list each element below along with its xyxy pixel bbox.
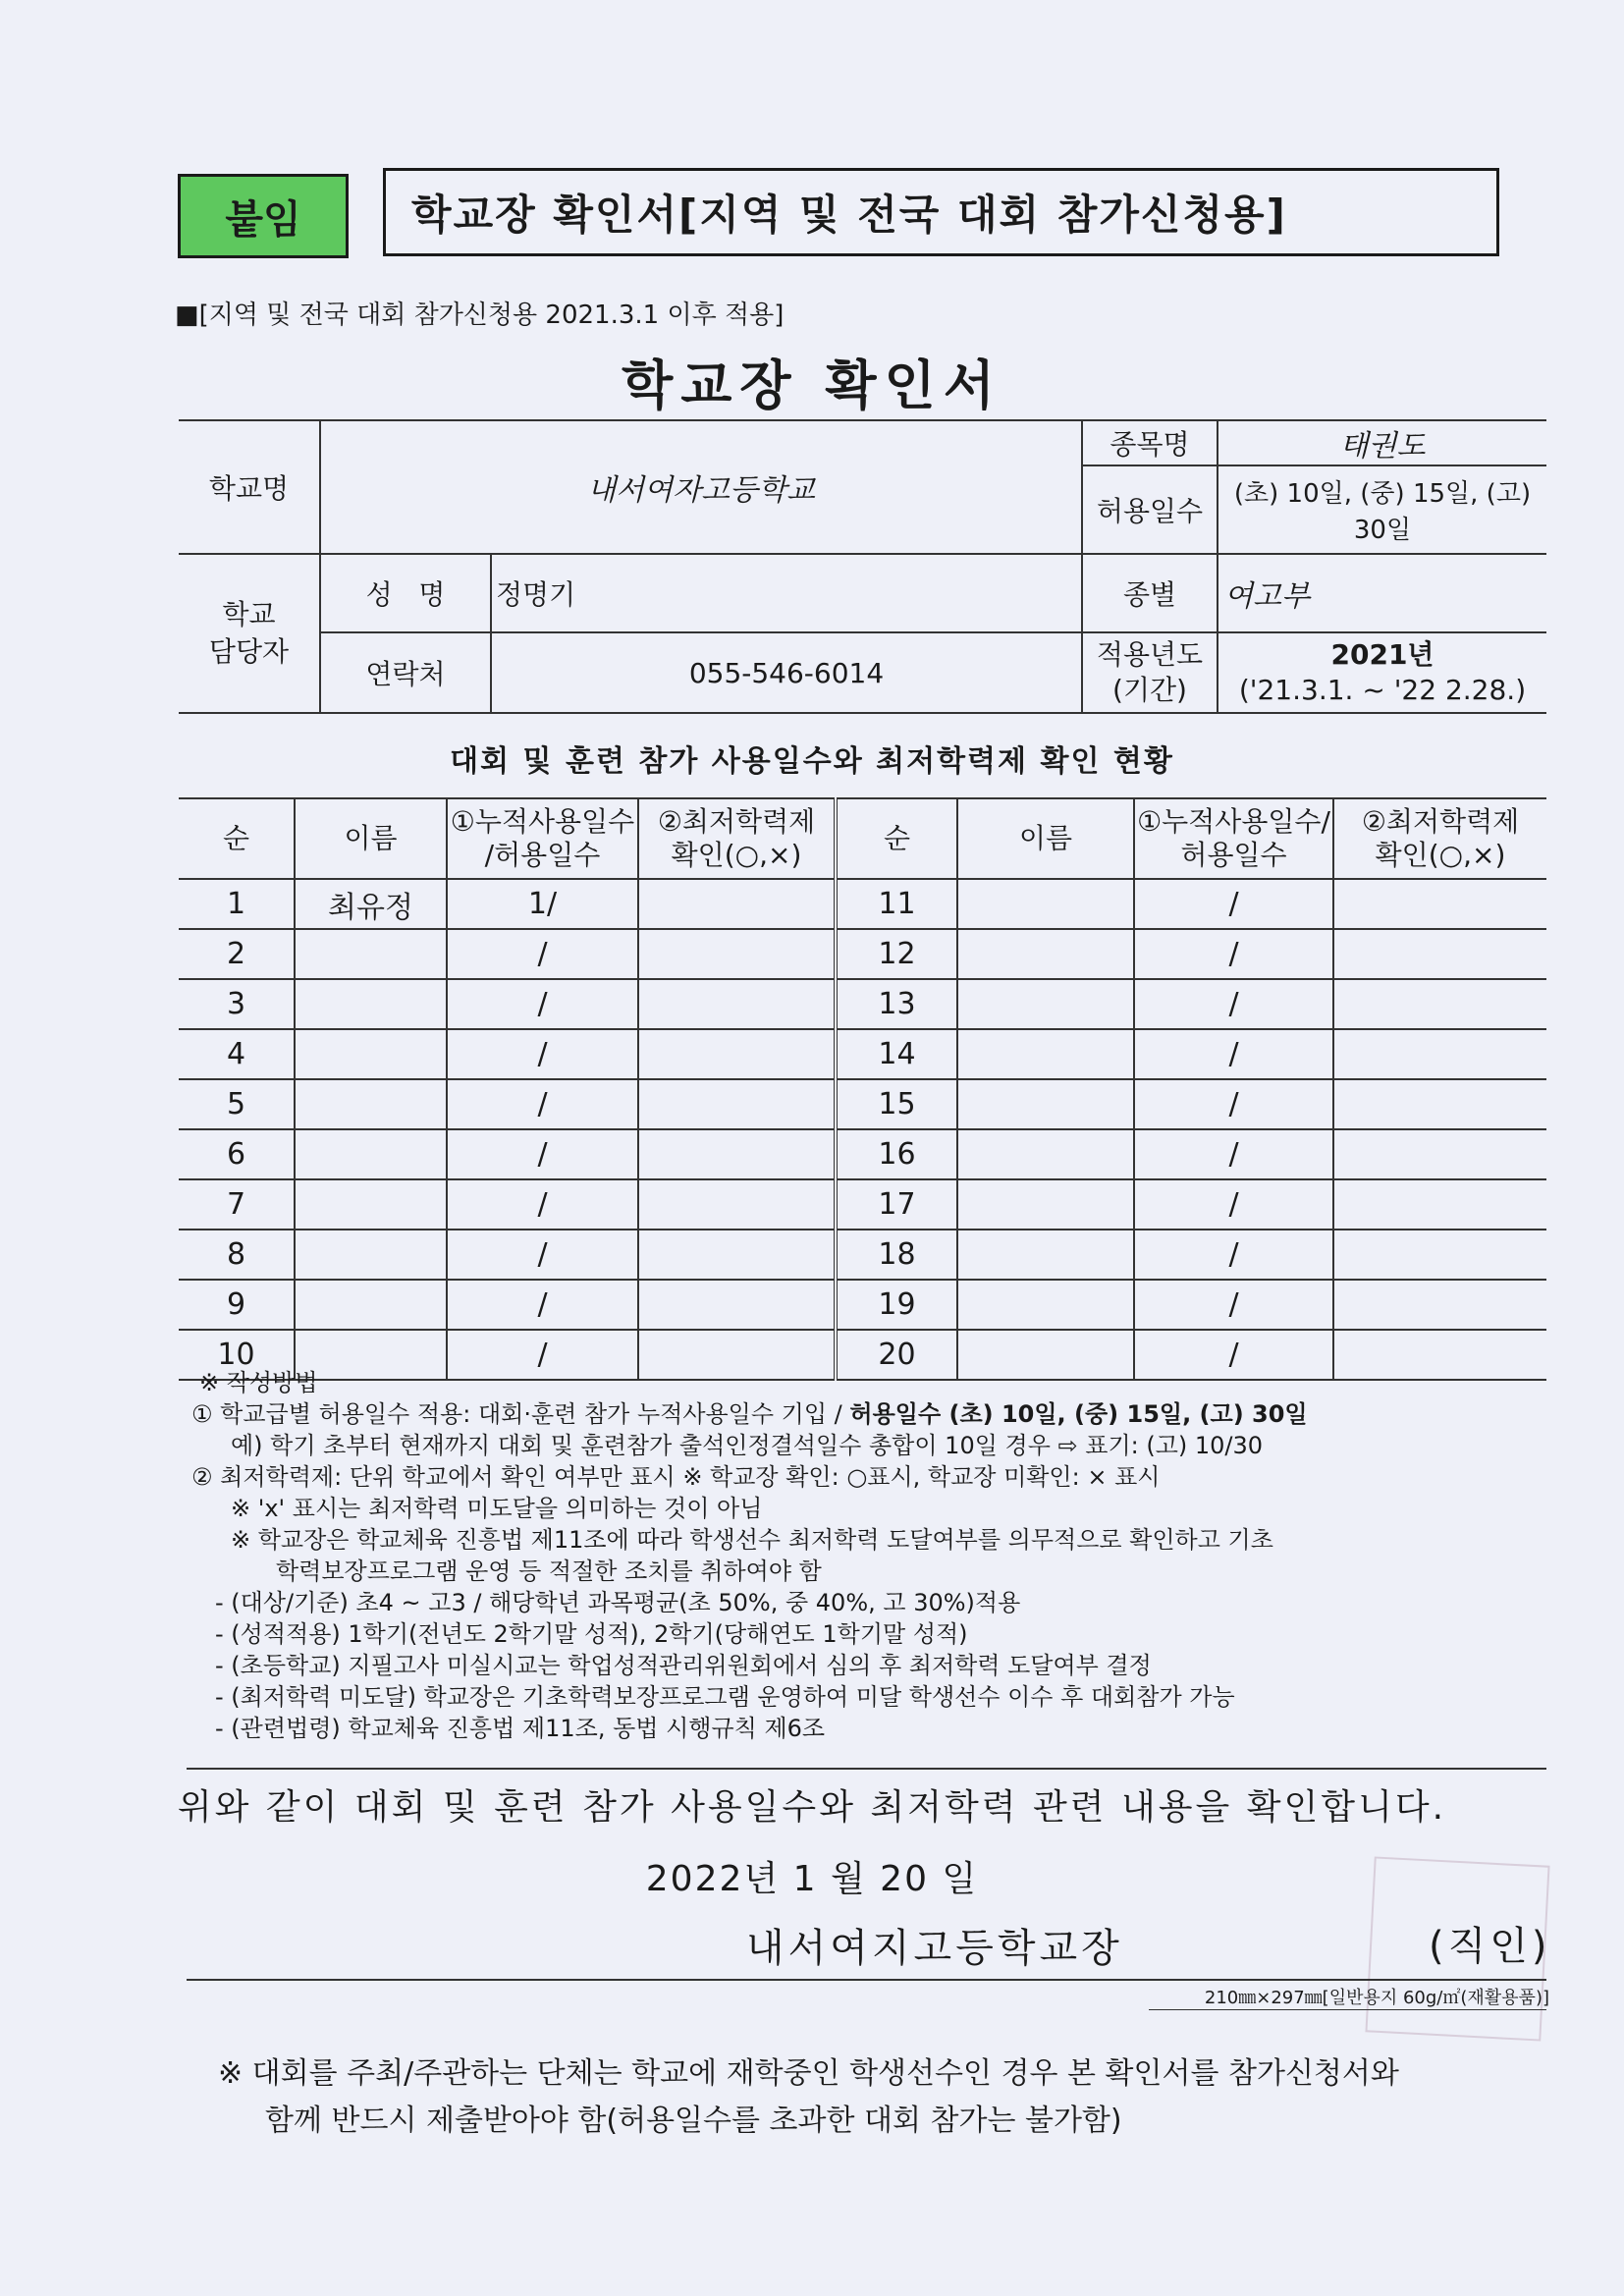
info-table — [179, 419, 1546, 714]
row-no-right: 17 — [836, 1179, 957, 1230]
footnote — [218, 2050, 1553, 2145]
row-no-right: 13 — [836, 979, 957, 1029]
row-check — [638, 979, 836, 1029]
row-no: 4 — [179, 1029, 295, 1079]
row-no: 7 — [179, 1179, 295, 1230]
row-check-right — [1333, 1179, 1546, 1230]
detail-2: - (성적적용) 1학기(전년도 2학기말 성적), 2학기(당해연도 1학기말 성적) — [215, 1620, 968, 1648]
category-value: 여고부 — [1218, 554, 1546, 632]
row-name-right — [957, 979, 1134, 1029]
row-check-right — [1333, 979, 1546, 1029]
row-no-right: 15 — [836, 1079, 957, 1129]
footnote-line-1: ※ 대회를 주최/주관하는 단체는 학교에 재학중인 학생선수인 경우 본 확인서를 참가신청서와 — [218, 2056, 1399, 2091]
category-label: 종별 — [1082, 554, 1218, 632]
row-no-right: 14 — [836, 1029, 957, 1079]
header-check-right: ②최저학력제 확인(○,×) — [1333, 798, 1546, 879]
table-row — [179, 1179, 1546, 1230]
row-days: / — [447, 1330, 638, 1380]
row-days: 1/ — [447, 879, 638, 929]
row-no: 3 — [179, 979, 295, 1029]
row-name-right — [957, 929, 1134, 979]
row-no-right: 11 — [836, 879, 957, 929]
row-check — [638, 1280, 836, 1330]
divider-top — [187, 1768, 1546, 1770]
allowed-days-value: (초) 10일, (중) 15일, (고) 30일 — [1218, 465, 1546, 554]
notes-heading: ※ 작성방법 — [199, 1369, 318, 1396]
row-days-right: / — [1134, 1079, 1333, 1129]
table-row — [179, 1029, 1546, 1079]
row-name — [295, 1280, 447, 1330]
row-name — [295, 929, 447, 979]
row-no-right: 20 — [836, 1330, 957, 1380]
row-check-right — [1333, 1079, 1546, 1129]
table-row — [179, 929, 1546, 979]
row-name: 최유정 — [295, 879, 447, 929]
divider-bottom — [187, 1979, 1546, 1981]
row-days: / — [447, 1230, 638, 1280]
note-1 — [191, 1398, 1556, 1430]
note-1-allowed-days: 허용일수 (초) 10일, (중) 15일, (고) 30일 — [849, 1400, 1308, 1428]
row-no: 5 — [179, 1079, 295, 1129]
row-no-right: 12 — [836, 929, 957, 979]
note-2: ② 최저학력제: 단위 학교에서 확인 여부만 표시 ※ 학교장 확인: ○표시, 학교장 미확인: × 표시 — [191, 1463, 1161, 1491]
note-2-sub-1: ※ 'x' 표시는 최저학력 미도달을 의미하는 것이 아님 — [231, 1495, 763, 1522]
table-row — [179, 979, 1546, 1029]
row-check — [638, 879, 836, 929]
row-check — [638, 1230, 836, 1280]
row-name — [295, 1029, 447, 1079]
sport-value: 태권도 — [1218, 420, 1546, 465]
row-check-right — [1333, 1129, 1546, 1179]
row-name — [295, 1079, 447, 1129]
contact-label: 연락처 — [320, 632, 491, 713]
row-no: 1 — [179, 879, 295, 929]
period-label: 적용년도 (기간) — [1082, 632, 1218, 713]
form-subtitle: ■[지역 및 전국 대회 참가신청용 2021.3.1 이후 적용] — [175, 301, 785, 330]
detail-4: - (최저학력 미도달) 학교장은 기초학력보장프로그램 운영하여 미달 학생선수 이수 후 대회참가 가능 — [215, 1683, 1235, 1711]
row-name — [295, 979, 447, 1029]
row-days-right: / — [1134, 1129, 1333, 1179]
header-days: ①누적사용일수 /허용일수 — [447, 798, 638, 879]
principal-name: 내서여지고등학교장 — [746, 1926, 1123, 1971]
row-no: 6 — [179, 1129, 295, 1179]
detail-5: - (관련법령) 학교체육 진흥법 제11조, 동법 시행규칙 제6조 — [215, 1715, 826, 1742]
period-range: ('21.3.1. ~ '22 2.28.) — [1238, 674, 1527, 706]
row-no-right: 18 — [836, 1230, 957, 1280]
row-no: 2 — [179, 929, 295, 979]
row-name — [295, 1179, 447, 1230]
school-label: 학교명 — [179, 420, 320, 554]
record-table — [179, 797, 1546, 1381]
row-days: / — [447, 1029, 638, 1079]
row-days-right: / — [1134, 1330, 1333, 1380]
record-rows — [179, 879, 1546, 1380]
row-days: / — [447, 1280, 638, 1330]
row-days-right: / — [1134, 1029, 1333, 1079]
note-2-sub-2b: 학력보장프로그램 운영 등 적절한 조치를 취하여야 함 — [276, 1558, 822, 1585]
table-row — [179, 879, 1546, 929]
confirmation-statement: 위와 같이 대회 및 훈련 참가 사용일수와 최저학력 관련 내용을 확인합니다. — [177, 1787, 1447, 1828]
detail-1: - (대상/기준) 초4 ~ 고3 / 해당학년 과목평균(초 50%, 중 40%, 고 30%)적용 — [215, 1589, 1021, 1616]
row-check-right — [1333, 929, 1546, 979]
form-header-title: 학교장 확인서[지역 및 전국 대회 참가신청용] — [383, 168, 1499, 256]
sport-label: 종목명 — [1082, 420, 1218, 465]
row-name-right — [957, 1230, 1134, 1280]
row-days-right: / — [1134, 1230, 1333, 1280]
row-no: 10 — [179, 1330, 295, 1380]
row-name — [295, 1230, 447, 1280]
document-title: 학교장 확인서 — [622, 355, 1002, 416]
row-no: 8 — [179, 1230, 295, 1280]
header-no: 순 — [179, 798, 295, 879]
row-name-right — [957, 1179, 1134, 1230]
note-1-text: ① 학교급별 허용일수 적용: 대회·훈련 참가 누적사용일수 기입 / — [191, 1400, 850, 1428]
row-name-right — [957, 1129, 1134, 1179]
row-days-right: / — [1134, 1280, 1333, 1330]
record-section-title: 대회 및 훈련 참가 사용일수와 최저학력제 확인 현황 — [450, 744, 1174, 779]
row-days: / — [447, 1179, 638, 1230]
footnote-line-2: 함께 반드시 제출받아야 함(허용일수를 초과한 대회 참가는 불가함) — [265, 2104, 1122, 2138]
header-check: ②최저학력제 확인(○,×) — [638, 798, 836, 879]
row-check — [638, 1129, 836, 1179]
row-name-right — [957, 879, 1134, 929]
manager-label: 학교 담당자 — [179, 554, 320, 713]
row-days: / — [447, 979, 638, 1029]
row-check-right — [1333, 1230, 1546, 1280]
row-name-right — [957, 1029, 1134, 1079]
row-no-right: 16 — [836, 1129, 957, 1179]
table-row — [179, 1280, 1546, 1330]
divider-spec — [1149, 2009, 1546, 2010]
row-check-right — [1333, 1280, 1546, 1330]
row-check — [638, 929, 836, 979]
header-days-right: ①누적사용일수/ 허용일수 — [1134, 798, 1333, 879]
row-days: / — [447, 1079, 638, 1129]
header-name: 이름 — [295, 798, 447, 879]
table-row — [179, 1129, 1546, 1179]
row-check-right — [1333, 1029, 1546, 1079]
row-check — [638, 1029, 836, 1079]
row-no: 9 — [179, 1280, 295, 1330]
writing-instructions — [191, 1367, 1556, 1744]
row-days: / — [447, 1129, 638, 1179]
row-check-right — [1333, 879, 1546, 929]
seal-label: (직인) — [1429, 1924, 1551, 1969]
row-name — [295, 1129, 447, 1179]
attachment-badge: 붙임 — [178, 174, 349, 258]
name-value: 정명기 — [491, 554, 1082, 632]
row-name-right — [957, 1280, 1134, 1330]
name-label: 성 명 — [320, 554, 491, 632]
header-no-right: 순 — [836, 798, 957, 879]
row-check — [638, 1179, 836, 1230]
note-1-example: 예) 학기 초부터 현재까지 대회 및 훈련참가 출석인정결석일수 총합이 10일 경우 ⇨ 표기: (고) 10/30 — [231, 1432, 1264, 1459]
allowed-days-label: 허용일수 — [1082, 465, 1218, 554]
note-2-sub-2a: ※ 학교장은 학교체육 진흥법 제11조에 따라 학생선수 최저학력 도달여부를 의무적으로 확인하고 기초 — [231, 1526, 1273, 1554]
detail-3: - (초등학교) 지필고사 미실시교는 학업성적관리위원회에서 심의 후 최저학력 도달여부 결정 — [215, 1652, 1152, 1679]
school-value: 내서여자고등학교 — [320, 420, 1082, 554]
row-days-right: / — [1134, 1179, 1333, 1230]
contact-value: 055-546-6014 — [491, 632, 1082, 713]
row-no-right: 19 — [836, 1280, 957, 1330]
period-cell — [1218, 632, 1546, 713]
row-days-right: / — [1134, 879, 1333, 929]
period-year: 2021년 — [1330, 638, 1435, 671]
row-days-right: / — [1134, 979, 1333, 1029]
paper-spec: 210㎜×297㎜[일반용지 60g/㎡(재활용품)] — [1204, 1988, 1549, 2008]
issue-date: 2022년 1 월 20 일 — [645, 1859, 979, 1899]
row-check — [638, 1079, 836, 1129]
row-name-right — [957, 1079, 1134, 1129]
table-row — [179, 1079, 1546, 1129]
table-row — [179, 1230, 1546, 1280]
row-days: / — [447, 929, 638, 979]
row-days-right: / — [1134, 929, 1333, 979]
header-name-right: 이름 — [957, 798, 1134, 879]
